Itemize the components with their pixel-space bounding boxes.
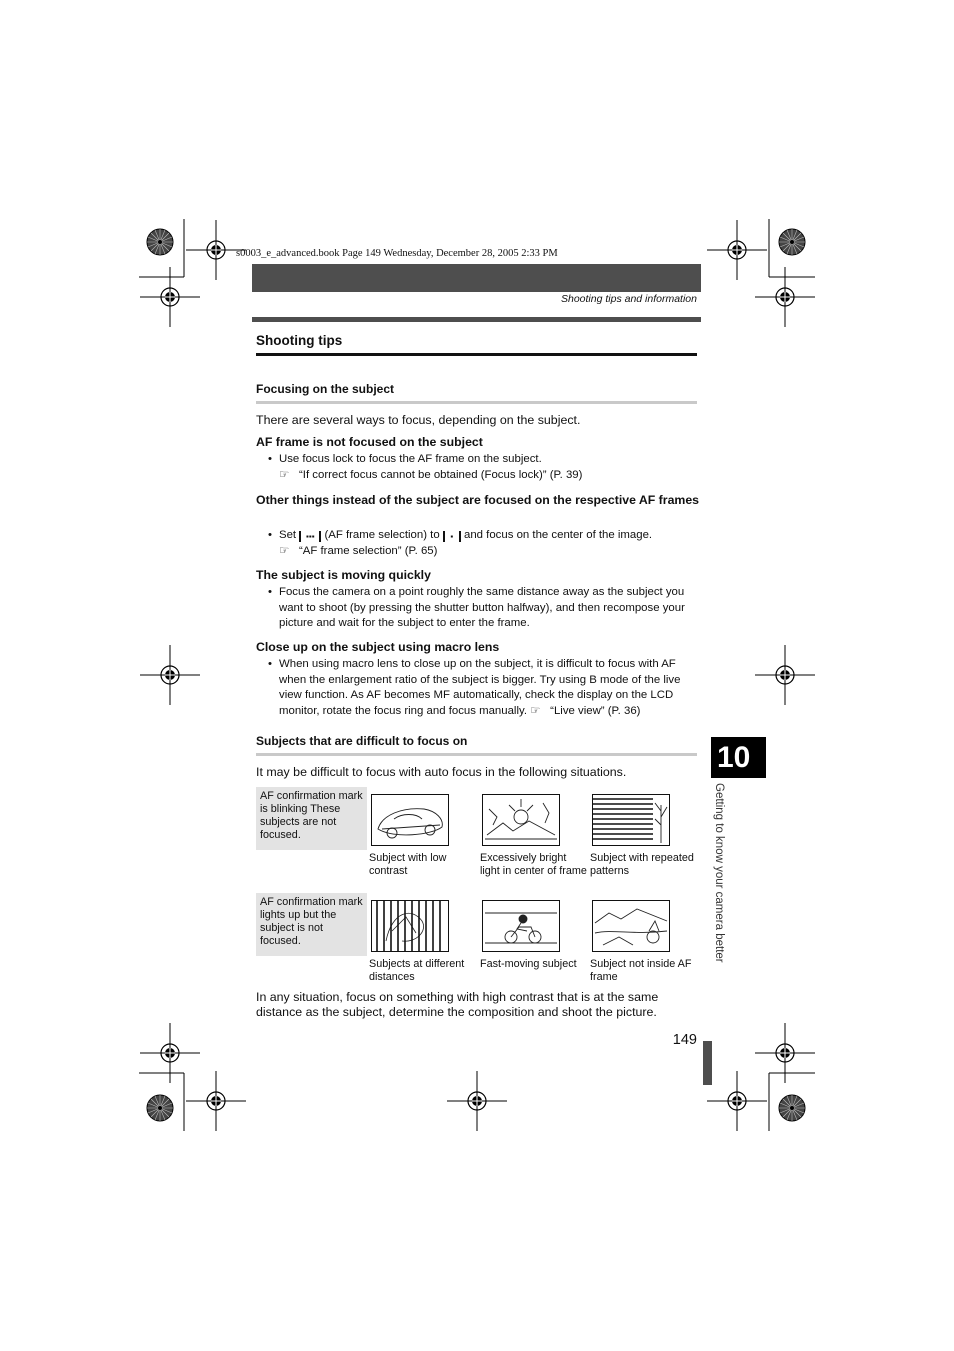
caption-fast-moving: Fast-moving subject — [480, 958, 577, 970]
caption-low-contrast: Subject with low contrast — [369, 852, 447, 877]
tip-bullet-4 — [268, 657, 700, 719]
running-header: Shooting tips and information — [560, 293, 697, 305]
page-ref[interactable]: ☞ “Live view” (P. 36) — [530, 705, 640, 717]
header-bar — [252, 264, 701, 292]
bullet-text: Set ▪▪▪ (AF frame selection) to ▪ and focus on the center of the image. — [279, 529, 653, 541]
illustration-bars-icon — [371, 900, 449, 952]
subsection-title-difficult: Subjects that are difficult to focus on — [256, 734, 468, 748]
page-edge-bar — [703, 1041, 712, 1085]
illustration-motorcycle-icon — [482, 900, 560, 952]
caption-different-distances: Subjects at different distances — [369, 958, 465, 983]
tip-bullet-3 — [268, 585, 700, 632]
chapter-title-vertical: Getting to know your camera better — [713, 783, 725, 963]
tip-bullet-1 — [268, 452, 700, 483]
tip-heading-4: Close up on the subject using macro lens — [256, 640, 500, 654]
page-number: 149 — [672, 1032, 697, 1048]
bullet-text: Focus the camera on a point roughly the same distance away as the subject you want to shoot (by pressing the shutter button halfway), and then recompose your picture and wait for the subject to enter the frame. — [279, 586, 685, 629]
subsection-title-focusing: Focusing on the subject — [256, 382, 395, 396]
difficult-intro: It may be difficult to focus with auto focus in the following situations. — [256, 765, 627, 779]
file-info: s0003_e_advanced.book Page 149 Wednesday, December 28, 2005 2:33 PM — [236, 248, 558, 259]
illustration-bright-light-icon — [482, 794, 560, 846]
page-ref[interactable]: ☞ “If correct focus cannot be obtained (Focus lock)” (P. 39) — [268, 468, 700, 484]
tip-heading-3: The subject is moving quickly — [256, 568, 431, 582]
caption-repeated-patterns: Subject with repeated patterns — [590, 852, 694, 877]
tip-heading-2: Other things instead of the subject are focused on the respective AF frames — [256, 493, 700, 507]
chapter-number-tab: 10 — [711, 737, 766, 778]
af-frame-center-icon: ▪ — [443, 531, 461, 542]
reference-hand-icon: ☞ — [279, 544, 290, 557]
row-label-lights-up: AF confirmation mark lights up but the subject is not focused. — [256, 893, 367, 956]
page-ref[interactable]: ☞ “AF frame selection” (P. 65) — [268, 544, 700, 560]
illustration-landscape-icon — [592, 900, 670, 952]
focusing-intro: There are several ways to focus, depending on the subject. — [256, 413, 581, 427]
reference-hand-icon: ☞ — [279, 468, 290, 481]
closing-paragraph: In any situation, focus on something with high contrast that is at the same distance as the subject, determine the composition and shoot the picture. — [256, 990, 659, 1019]
header-rule — [252, 317, 701, 322]
section-rule — [256, 353, 697, 356]
tip-heading-1: AF frame is not focused on the subject — [256, 435, 483, 449]
subsection-rule — [256, 753, 697, 756]
illustration-car-icon — [371, 794, 449, 846]
section-title: Shooting tips — [256, 333, 343, 348]
bullet-text: Use focus lock to focus the AF frame on the subject. — [279, 453, 542, 465]
illustration-stripes-icon — [592, 794, 670, 846]
bullet-dot: • — [268, 658, 272, 670]
bullet-dot: • — [268, 529, 272, 541]
reference-hand-icon: ☞ — [530, 704, 541, 717]
row-label-blinking: AF confirmation mark is blinking These subjects are not focused. — [256, 787, 367, 850]
af-frame-all-icon: ▪▪▪ — [299, 531, 321, 542]
bullet-dot: • — [268, 453, 272, 465]
subsection-rule — [256, 401, 697, 404]
caption-bright-light: Excessively bright light in center of frame — [480, 852, 587, 877]
bullet-text: When using macro lens to close up on the subject, it is difficult to focus with AF when the enlargement ratio of the subject is bigger. Try using B mode of the live view function. As AF becomes MF automatically, check the display on the LCD monitor, rotate the focus ring and focus manually. ☞ “Live view” (P. 36) — [268, 657, 700, 719]
caption-outside-af-frame: Subject not inside AF frame — [590, 958, 692, 983]
tip-bullet-2 — [268, 528, 700, 559]
bullet-dot: • — [268, 586, 272, 598]
